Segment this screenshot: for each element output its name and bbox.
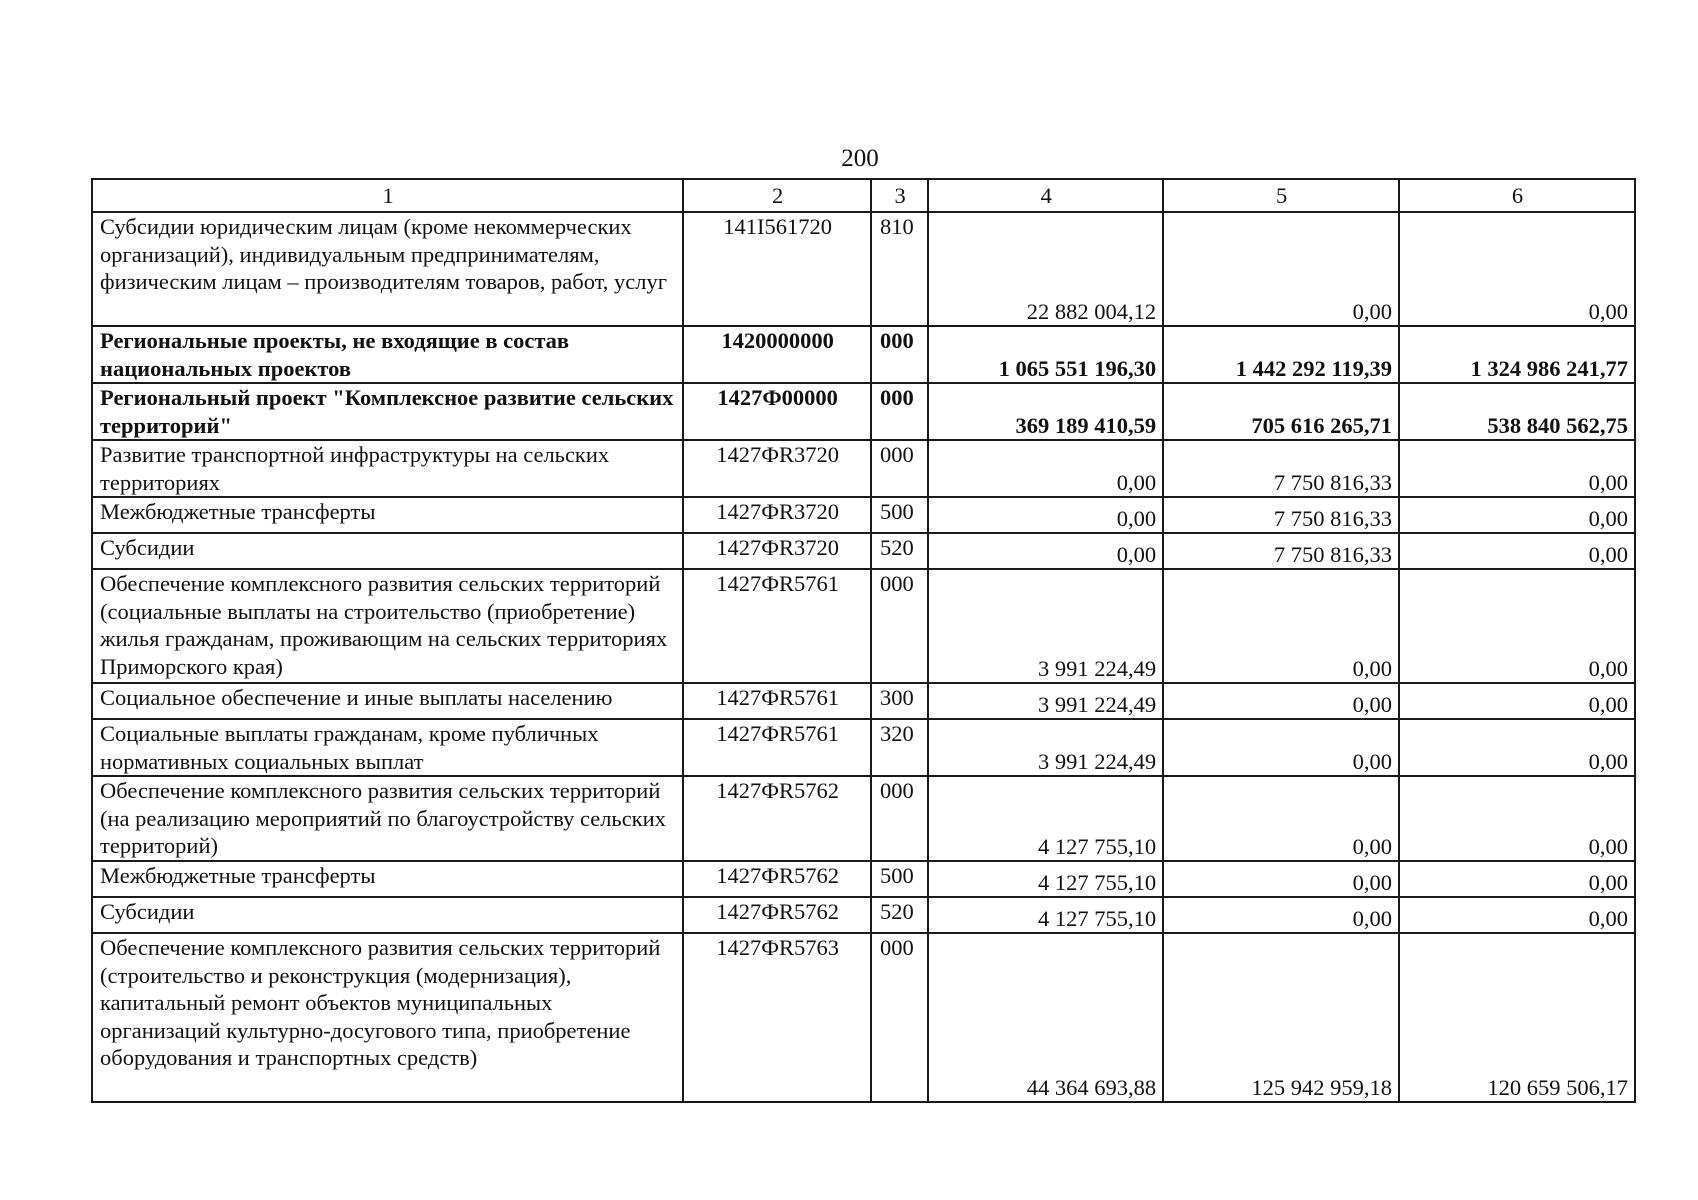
row-expense-type: 500 xyxy=(871,861,928,897)
row-expense-type: 000 xyxy=(871,933,928,1102)
row-amount-col5: 7 750 816,33 xyxy=(1163,440,1399,497)
row-amount-col4: 22 882 004,12 xyxy=(928,212,1163,326)
row-expense-type: 000 xyxy=(871,326,928,383)
row-amount-col5: 7 750 816,33 xyxy=(1163,533,1399,569)
row-amount-col4: 0,00 xyxy=(928,497,1163,533)
table-row xyxy=(92,533,1635,569)
row-amount-col4: 369 189 410,59 xyxy=(928,383,1163,440)
table-row xyxy=(92,861,1635,897)
table-row xyxy=(92,683,1635,719)
row-amount-col6: 0,00 xyxy=(1399,212,1635,326)
table-row xyxy=(92,497,1635,533)
row-amount-col5: 0,00 xyxy=(1163,776,1399,861)
row-amount-col4: 3 991 224,49 xyxy=(928,719,1163,776)
row-target-code: 1427ФR3720 xyxy=(683,533,871,569)
row-amount-col6: 0,00 xyxy=(1399,861,1635,897)
row-target-code: 1427ФR5761 xyxy=(683,683,871,719)
row-amount-col5: 1 442 292 119,39 xyxy=(1163,326,1399,383)
row-amount-col4: 0,00 xyxy=(928,440,1163,497)
table-row xyxy=(92,440,1635,497)
row-target-code: 1427Ф00000 xyxy=(683,383,871,440)
row-amount-col5: 0,00 xyxy=(1163,212,1399,326)
table-row xyxy=(92,326,1635,383)
table-row xyxy=(92,383,1635,440)
row-amount-col5: 0,00 xyxy=(1163,569,1399,683)
row-amount-col6: 538 840 562,75 xyxy=(1399,383,1635,440)
header-col-1: 1 xyxy=(92,179,683,212)
row-name: Обеспечение комплексного развития сельских территорий (на реализацию мероприятий по благоустройству сельских территорий) xyxy=(92,776,683,861)
table-row xyxy=(92,569,1635,683)
row-amount-col6: 1 324 986 241,77 xyxy=(1399,326,1635,383)
row-name: Субсидии юридическим лицам (кроме некоммерческих организаций), индивидуальным предпринимателям, физическим лицам – производителям товаров, работ, услуг xyxy=(92,212,683,326)
row-name: Субсидии xyxy=(92,897,683,933)
row-amount-col4: 3 991 224,49 xyxy=(928,683,1163,719)
table-row xyxy=(92,776,1635,861)
row-name: Межбюджетные трансферты xyxy=(92,861,683,897)
row-target-code: 1427ФR5761 xyxy=(683,569,871,683)
row-amount-col4: 1 065 551 196,30 xyxy=(928,326,1163,383)
row-name: Обеспечение комплексного развития сельских территорий (социальные выплаты на строительство (приобретение) жилья гражданам, проживающим на сельских территориях Приморского края) xyxy=(92,569,683,683)
row-amount-col6: 0,00 xyxy=(1399,897,1635,933)
row-target-code: 141I561720 xyxy=(683,212,871,326)
row-expense-type: 810 xyxy=(871,212,928,326)
row-expense-type: 000 xyxy=(871,440,928,497)
row-amount-col6: 120 659 506,17 xyxy=(1399,933,1635,1102)
row-amount-col4: 44 364 693,88 xyxy=(928,933,1163,1102)
row-expense-type: 000 xyxy=(871,383,928,440)
row-expense-type: 500 xyxy=(871,497,928,533)
row-amount-col6: 0,00 xyxy=(1399,776,1635,861)
row-expense-type: 000 xyxy=(871,776,928,861)
table-row xyxy=(92,933,1635,1102)
row-target-code: 1427ФR5762 xyxy=(683,776,871,861)
row-amount-col5: 0,00 xyxy=(1163,861,1399,897)
row-amount-col6: 0,00 xyxy=(1399,569,1635,683)
row-amount-col6: 0,00 xyxy=(1399,497,1635,533)
page-number: 200 xyxy=(841,145,879,172)
row-name: Межбюджетные трансферты xyxy=(92,497,683,533)
row-name: Социальное обеспечение и иные выплаты населению xyxy=(92,683,683,719)
budget-table xyxy=(91,178,1636,1103)
row-amount-col6: 0,00 xyxy=(1399,533,1635,569)
row-amount-col6: 0,00 xyxy=(1399,683,1635,719)
row-amount-col4: 0,00 xyxy=(928,533,1163,569)
row-name: Развитие транспортной инфраструктуры на сельских территориях xyxy=(92,440,683,497)
row-amount-col6: 0,00 xyxy=(1399,440,1635,497)
row-expense-type: 000 xyxy=(871,569,928,683)
row-amount-col5: 125 942 959,18 xyxy=(1163,933,1399,1102)
row-target-code: 1427ФR5762 xyxy=(683,861,871,897)
row-name: Обеспечение комплексного развития сельских территорий (строительство и реконструкция (модернизация), капитальный ремонт объектов муниципальных организаций культурно-досугового типа, приобретение оборудования и транспортных средств) xyxy=(92,933,683,1102)
row-expense-type: 300 xyxy=(871,683,928,719)
row-amount-col4: 3 991 224,49 xyxy=(928,569,1163,683)
row-amount-col5: 0,00 xyxy=(1163,897,1399,933)
row-amount-col6: 0,00 xyxy=(1399,719,1635,776)
row-amount-col5: 0,00 xyxy=(1163,719,1399,776)
header-col-6: 6 xyxy=(1399,179,1635,212)
header-col-5: 5 xyxy=(1163,179,1399,212)
row-expense-type: 320 xyxy=(871,719,928,776)
row-name: Социальные выплаты гражданам, кроме публичных нормативных социальных выплат xyxy=(92,719,683,776)
row-target-code: 1427ФR3720 xyxy=(683,440,871,497)
row-name: Региональный проект "Комплексное развитие сельских территорий" xyxy=(92,383,683,440)
row-amount-col4: 4 127 755,10 xyxy=(928,861,1163,897)
row-target-code: 1427ФR5761 xyxy=(683,719,871,776)
row-amount-col4: 4 127 755,10 xyxy=(928,897,1163,933)
table-row xyxy=(92,719,1635,776)
row-amount-col5: 705 616 265,71 xyxy=(1163,383,1399,440)
header-col-3: 3 xyxy=(871,179,928,212)
row-target-code: 1427ФR3720 xyxy=(683,497,871,533)
header-col-4: 4 xyxy=(928,179,1163,212)
row-amount-col4: 4 127 755,10 xyxy=(928,776,1163,861)
row-amount-col5: 0,00 xyxy=(1163,683,1399,719)
row-expense-type: 520 xyxy=(871,897,928,933)
row-expense-type: 520 xyxy=(871,533,928,569)
row-target-code: 1420000000 xyxy=(683,326,871,383)
row-amount-col5: 7 750 816,33 xyxy=(1163,497,1399,533)
row-target-code: 1427ФR5762 xyxy=(683,897,871,933)
table-row xyxy=(92,897,1635,933)
row-name: Региональные проекты, не входящие в состав национальных проектов xyxy=(92,326,683,383)
table-row xyxy=(92,212,1635,326)
row-target-code: 1427ФR5763 xyxy=(683,933,871,1102)
row-name: Субсидии xyxy=(92,533,683,569)
header-col-2: 2 xyxy=(683,179,871,212)
table-header-row xyxy=(92,179,1635,212)
